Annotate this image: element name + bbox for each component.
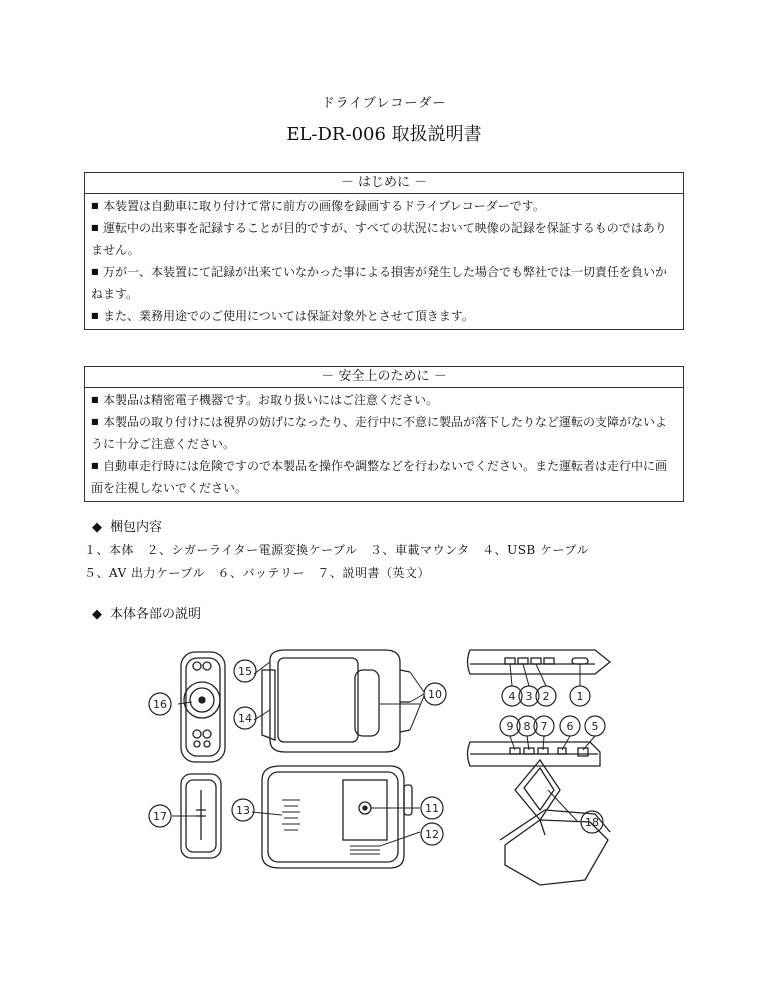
square-bullet-icon: ■: [91, 461, 99, 470]
safety-heading: － 安全上のために －: [85, 367, 683, 388]
callout-label: 4: [508, 690, 516, 703]
document-subtitle: ドライブレコーダー: [321, 96, 447, 111]
square-bullet-icon: ■: [91, 267, 99, 276]
intro-item: ■ また、業務用途でのご使用については保証対象外とさせて頂きます。: [91, 305, 677, 327]
contents-heading: ◆ 梱包内容: [92, 520, 163, 535]
safety-item: ■ 本製品の取り付けには視界の妨げになったり、走行中に不意に製品が落下したりなど運転の支障がないように十分ご注意ください。: [91, 411, 677, 455]
callout-label: 18: [585, 816, 599, 829]
callout-label: 12: [425, 828, 439, 841]
contents-line-1: １、本体 ２、シガーライター電源変換ケーブル ３、車載マウンタ ４、USB ケーブル: [84, 543, 589, 557]
callout-label: 11: [425, 802, 439, 815]
intro-item: ■ 本装置は自動車に取り付けて常に前方の画像を録画するドライブレコーダーです。: [91, 195, 677, 217]
diamond-icon: ◆: [92, 607, 102, 622]
square-bullet-icon: ■: [91, 201, 99, 210]
callout-label: 17: [153, 810, 167, 823]
callout-label: 15: [238, 665, 252, 678]
device-back-view: [262, 766, 412, 868]
device-parts-diagram: [0, 640, 768, 900]
square-bullet-icon: ■: [91, 417, 99, 426]
square-bullet-icon: ■: [91, 395, 99, 404]
intro-box: [84, 172, 684, 330]
device-front-view: [181, 652, 225, 762]
callout-label: 2: [542, 690, 550, 703]
callout-label: 3: [525, 690, 533, 703]
callout-label: 6: [566, 720, 574, 733]
intro-heading: － はじめに －: [85, 173, 683, 194]
square-bullet-icon: ■: [91, 223, 99, 232]
callout-label: 9: [506, 720, 514, 733]
device-edge-view-bottom: [468, 742, 601, 766]
callout-label: 13: [236, 804, 250, 817]
callout-label: 14: [238, 712, 252, 725]
square-bullet-icon: ■: [91, 311, 99, 320]
safety-item: ■ 本製品は精密電子機器です。お取り扱いにはご注意ください。: [91, 389, 677, 411]
callout-label: 7: [540, 720, 548, 733]
parts-heading: ◆ 本体各部の説明: [92, 607, 202, 622]
intro-item: ■ 運転中の出来事を記録することが目的ですが、すべての状況において映像の記録を保証するものではありません。: [91, 217, 677, 261]
document-title: EL-DR-006 取扱説明書: [286, 124, 482, 145]
contents-line-2: ５、AV 出力ケーブル ６、バッテリー ７、説明書（英文）: [84, 566, 430, 580]
callout-label: 1: [576, 690, 584, 703]
device-top-view: [262, 650, 420, 752]
safety-item: ■ 自動車走行時には危険ですので本製品を操作や調整などを行わないでください。また運転者は走行中に画面を注視しないでください。: [91, 455, 677, 499]
diamond-icon: ◆: [92, 520, 102, 535]
callout-label: 10: [428, 688, 442, 701]
intro-item: ■ 万が一、本装置にて記録が出来ていなかった事による損害が発生した場合でも弊社では一切責任を負いかねます。: [91, 261, 677, 305]
callout-label: 16: [153, 698, 167, 711]
callout-label: 8: [523, 720, 531, 733]
safety-box: [84, 366, 684, 502]
callout-label: 5: [591, 720, 599, 733]
